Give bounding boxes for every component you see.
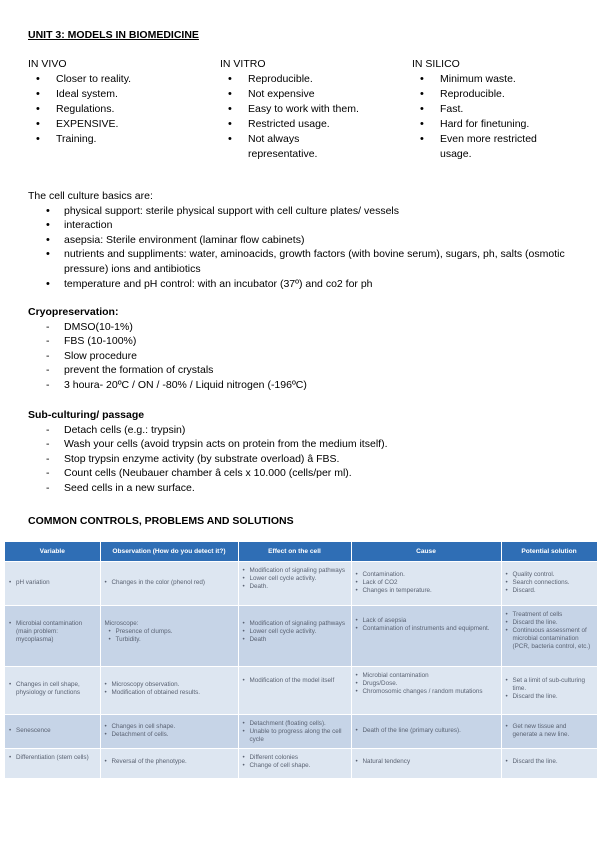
cell-observation: Microscope: • Presence of clumps. • Turbidity. <box>100 606 238 667</box>
cryo-heading: Cryopreservation: <box>28 306 119 318</box>
subculturing-heading: Sub-culturing/ passage <box>28 409 145 421</box>
cell-effect: • Modification of signaling pathways • Lower cell cycle activity. • Death <box>238 606 351 667</box>
cell-cause: • Natural tendency <box>351 749 501 778</box>
cell-solution: • Treatment of cells • Discard the line. • Continuous assessment of microbial contamination (PCR, bacteria control, etc.) <box>501 606 597 667</box>
basics-item: • nutrients and suppliments: water, aminoacids, growth factors (with bovine serum), sugars, ph, salts (osmotic pressure) ions and antibiotics <box>28 247 573 276</box>
cryopreservation-section <box>28 305 573 393</box>
basics-item: • asepsia: Sterile environment (laminar flow cabinets) <box>28 233 573 248</box>
cell-observation: • Reversal of the phenotype. <box>100 749 238 778</box>
model-item: • Minimum waste. <box>412 72 572 87</box>
cell-cause: • Death of the line (primary cultures). <box>351 715 501 749</box>
model-heading: IN SILICO <box>412 58 460 70</box>
controls-table <box>5 542 598 778</box>
cell-observation: • Changes in the color (phenol red) <box>100 562 238 606</box>
model-item: • Restricted usage. <box>220 117 390 132</box>
cryo-item: - FBS (10-100%) <box>28 334 573 349</box>
controls-heading: COMMON CONTROLS, PROBLEMS AND SOLUTIONS <box>28 515 294 527</box>
cell-variable: • Microbial contamination (main problem: mycoplasma) <box>5 606 100 667</box>
model-item: • Easy to work with them. <box>220 102 390 117</box>
cell-variable: • Senescence <box>5 715 100 749</box>
cell-variable: • Changes in cell shape, physiology or functions <box>5 667 100 715</box>
cell-cause: • Lack of asepsia • Contamination of instruments and equipment. <box>351 606 501 667</box>
unit-title: UNIT 3: MODELS IN BIOMEDICINE <box>28 29 199 41</box>
cryo-item: - prevent the formation of crystals <box>28 363 573 378</box>
subculturing-item: - Stop trypsin enzyme activity (by substrate overload) â FBS. <box>28 452 573 467</box>
cell-solution: • Set a limit of sub-culturing time. • Discard the line. <box>501 667 597 715</box>
model-item: • Not always representative. <box>220 132 353 162</box>
cell-observation: • Microscopy observation. • Modification of obtained results. <box>100 667 238 715</box>
cell-variable: • pH variation <box>5 562 100 606</box>
model-item: • Reproducible. <box>220 72 390 87</box>
model-item: • Not expensive <box>220 87 390 102</box>
model-item: • EXPENSIVE. <box>28 117 198 132</box>
subculturing-item: - Wash your cells (avoid trypsin acts on protein from the medium itself). <box>28 437 573 452</box>
cell-cause: • Contamination. • Lack of CO2 • Changes in temperature. <box>351 562 501 606</box>
cell-effect: • Detachment (floating cells). • Unable to progress along the cell cycle <box>238 715 351 749</box>
cryo-item: - DMSO(10-1%) <box>28 320 573 335</box>
basics-item: • temperature and pH control: with an incubator (37º) and co2 for ph <box>28 277 573 292</box>
cell-solution: • Quality control. • Search connections. • Discard. <box>501 562 597 606</box>
model-column-in-vivo <box>28 57 198 147</box>
table-header-row <box>5 542 597 562</box>
model-column-in-vitro <box>220 57 390 162</box>
table-row <box>5 562 597 606</box>
table-row <box>5 715 597 749</box>
subculturing-item: - Count cells (Neubauer chamber â cels x 10.000 (cells/per ml). <box>28 466 573 481</box>
cell-effect: • Modification of the model itself <box>238 667 351 715</box>
model-item: • Closer to reality. <box>28 72 198 87</box>
subculturing-section <box>28 408 573 496</box>
cell-solution: • Discard the line. <box>501 749 597 778</box>
cell-effect: • Different colonies • Change of cell shape. <box>238 749 351 778</box>
cell-solution: • Get new tissue and generate a new line. <box>501 715 597 749</box>
cell-observation: • Changes in cell shape. • Detachment of cells. <box>100 715 238 749</box>
column-header: Observation (How do you detect it?) <box>100 542 238 562</box>
model-item: • Fast. <box>412 102 572 117</box>
column-header: Cause <box>351 542 501 562</box>
cell-culture-basics <box>28 189 573 291</box>
subculturing-item: - Seed cells in a new surface. <box>28 481 573 496</box>
cell-variable: • Differentiation (stem cells) <box>5 749 100 778</box>
model-item: • Ideal system. <box>28 87 198 102</box>
model-heading: IN VIVO <box>28 58 67 70</box>
basics-item: • interaction <box>28 218 573 233</box>
column-header: Variable <box>5 542 100 562</box>
model-item: • Training. <box>28 132 198 147</box>
model-column-in-silico <box>412 57 572 162</box>
table-row <box>5 749 597 778</box>
cryo-item: - 3 houra- 20ºC / ON / -80% / Liquid nitrogen (-196ºC) <box>28 378 573 393</box>
basics-item: • physical support: sterile physical support with cell culture plates/ vessels <box>28 204 573 219</box>
cell-effect: • Modification of signaling pathways • Lower cell cycle activity. • Death. <box>238 562 351 606</box>
model-heading: IN VITRO <box>220 58 266 70</box>
subculturing-item: - Detach cells (e.g.: trypsin) <box>28 423 573 438</box>
basics-intro: The cell culture basics are: <box>28 190 153 202</box>
column-header: Potential solution <box>501 542 597 562</box>
cryo-item: - Slow procedure <box>28 349 573 364</box>
model-item: • Hard for finetuning. <box>412 117 572 132</box>
model-item: • Even more restricted usage. <box>412 132 550 162</box>
model-item: • Regulations. <box>28 102 198 117</box>
model-item: • Reproducible. <box>412 87 572 102</box>
column-header: Effect on the cell <box>238 542 351 562</box>
table-row <box>5 667 597 715</box>
cell-cause: • Microbial contamination • Drugs/Dose. • Chromosomic changes / random mutations <box>351 667 501 715</box>
table-row <box>5 606 597 667</box>
